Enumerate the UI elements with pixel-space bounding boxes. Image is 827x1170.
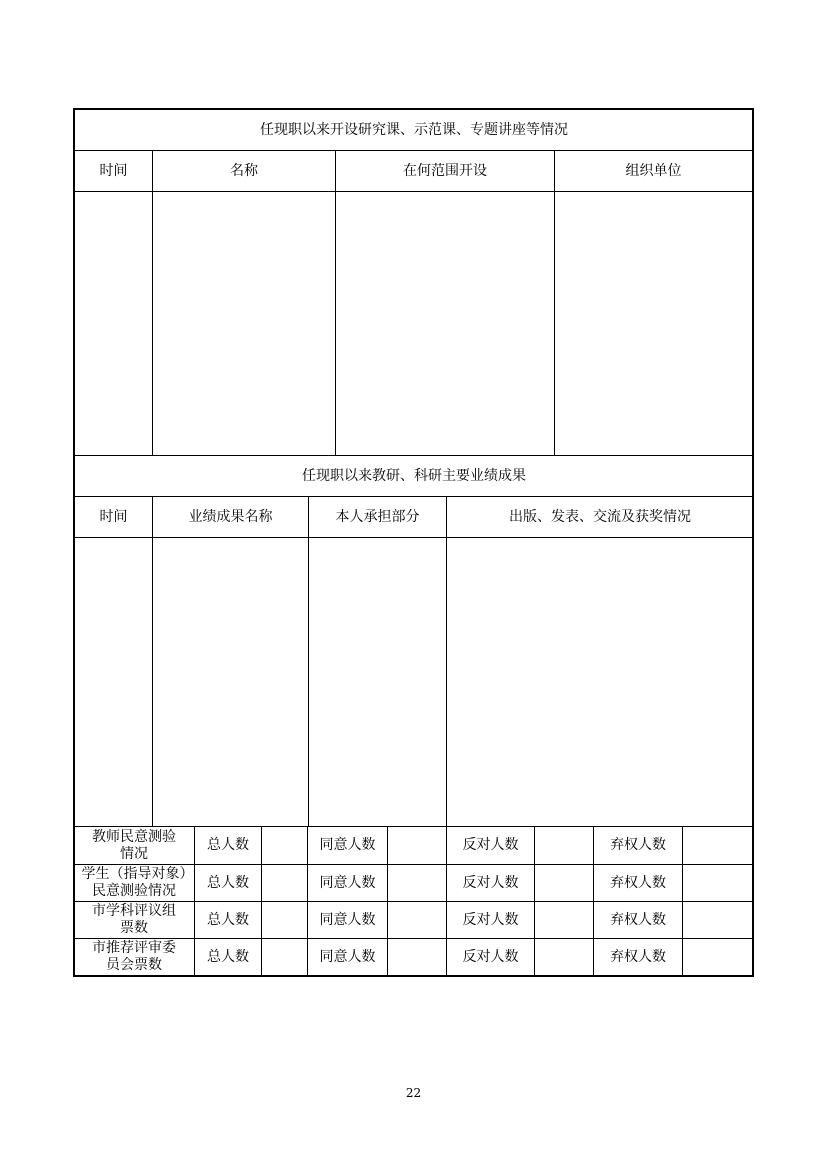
vline	[682, 826, 683, 976]
vline	[387, 826, 388, 976]
hline	[74, 191, 753, 192]
total-count-label: 总人数	[207, 874, 249, 891]
total-count-label: 总人数	[207, 837, 249, 853]
vline	[554, 150, 555, 455]
abstain-count-label: 弃权人数	[610, 948, 666, 965]
vline	[152, 496, 153, 826]
page-number: 22	[405, 1086, 422, 1100]
abstain-count-label: 弃权人数	[610, 874, 666, 891]
vline	[534, 826, 535, 976]
vline	[335, 150, 336, 455]
vline	[261, 826, 262, 976]
oppose-count-label: 反对人数	[462, 874, 519, 891]
header-scope: 在何范围开设	[403, 162, 487, 179]
hline	[74, 537, 753, 538]
vline	[446, 496, 447, 826]
header-time: 时间	[99, 162, 128, 179]
total-count-label: 总人数	[207, 911, 249, 928]
vline	[308, 496, 309, 826]
header-own-part: 本人承担部分	[335, 508, 420, 525]
header-publication: 出版、发表、交流及获奖情况	[509, 508, 691, 525]
oppose-count-label: 反对人数	[462, 948, 519, 965]
agree-count-label: 同意人数	[319, 874, 376, 891]
agree-count-label: 同意人数	[319, 911, 376, 928]
total-count-label: 总人数	[207, 948, 249, 965]
agree-count-label: 同意人数	[319, 948, 376, 965]
abstain-count-label: 弃权人数	[610, 911, 666, 928]
vote-row-label: 学生（指导对象）民意测验情况	[81, 866, 187, 899]
vote-row-label: 市学科评议组票数	[92, 903, 176, 936]
header-name: 名称	[230, 162, 258, 179]
header-organizer: 组织单位	[625, 162, 682, 179]
abstain-count-label: 弃权人数	[610, 837, 666, 853]
header-achievement-name: 业绩成果名称	[188, 508, 273, 525]
vote-row-label: 市推荐评审委员会票数	[92, 940, 176, 973]
section-title-achievements: 任现职以来教研、科研主要业绩成果	[302, 467, 526, 484]
oppose-count-label: 反对人数	[462, 837, 519, 853]
vote-row-label: 教师民意测验情况	[92, 828, 176, 862]
agree-count-label: 同意人数	[319, 837, 376, 853]
section-title-courses: 任现职以来开设研究课、示范课、专题讲座等情况	[260, 121, 568, 138]
oppose-count-label: 反对人数	[462, 911, 519, 928]
header-time: 时间	[99, 508, 128, 525]
vline	[152, 150, 153, 455]
